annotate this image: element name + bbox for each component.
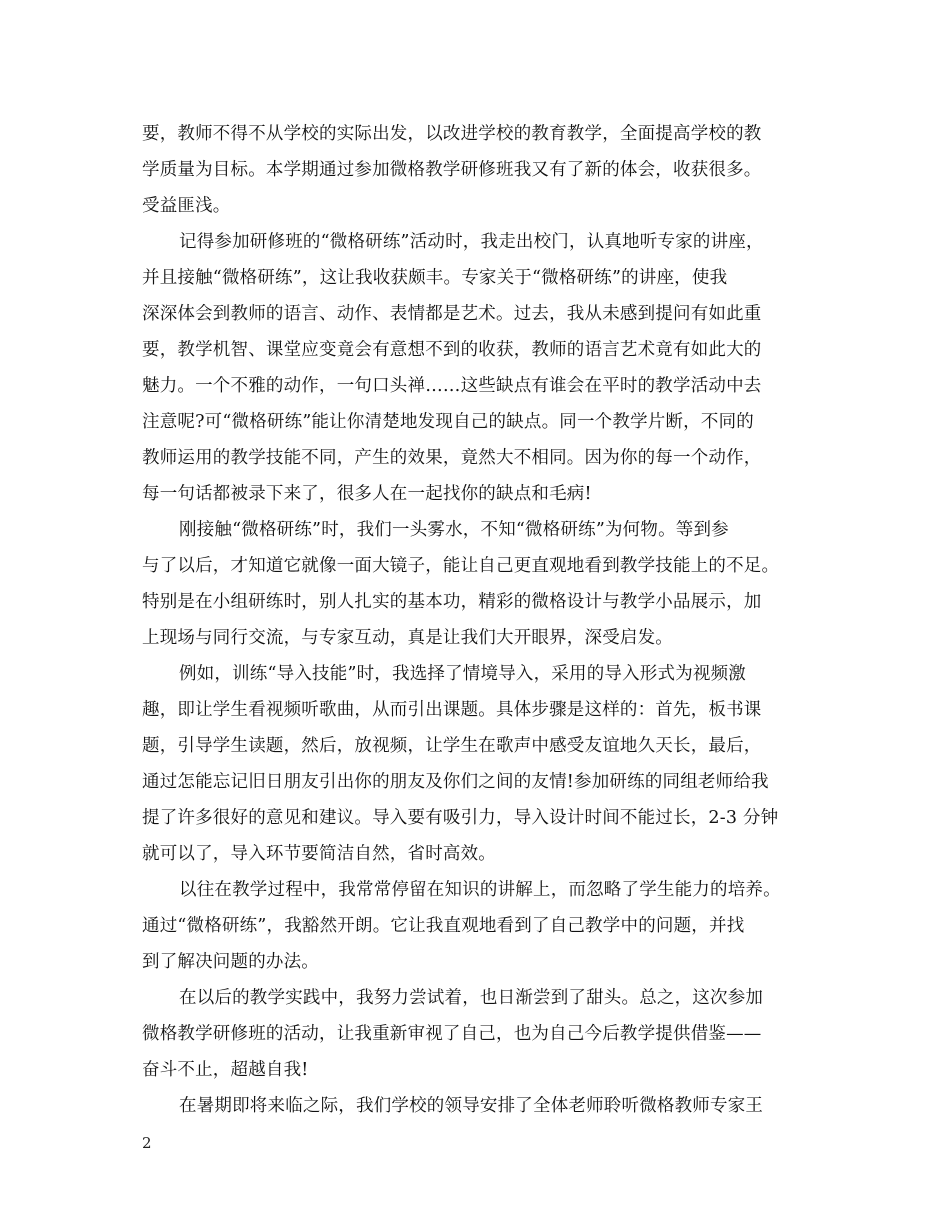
- text-line: 奋斗不止，超越自我!: [142, 1060, 309, 1080]
- text-line: 与了以后，才知道它就像一面大镜子，能让自己更直观地看到教学技能上的不足。: [142, 556, 780, 576]
- paragraph-first-line: 例如，训练“导入技能”时，我选择了情境导入，采用的导入形式为视频激: [179, 664, 746, 684]
- text-line: 特别是在小组研练时，别人扎实的基本功，精彩的微格设计与教学小品展示，加: [142, 592, 762, 612]
- paragraph-first-line: 以往在教学过程中，我常常停留在知识的讲解上，而忽略了学生能力的培养。: [179, 880, 781, 900]
- text-line: 微格教学研修班的活动，让我重新审视了自己，也为自己今后教学提供借鉴——: [142, 1024, 762, 1044]
- text-line: 就可以了，导入环节要简洁自然，省时高效。: [142, 844, 496, 864]
- paragraph-first-line: 刚接触“微格研练”时，我们一头雾水，不知“微格研练”为何物。等到参: [179, 520, 729, 540]
- paragraph-first-line: 记得参加研修班的“微格研练”活动时，我走出校门，认真地听专家的讲座，: [179, 232, 764, 252]
- text-line: 通过“微格研练”，我豁然开朗。它让我直观地看到了自己教学中的问题，并找: [142, 916, 745, 936]
- page-number: 2: [142, 1134, 152, 1152]
- text-line: 趣，即让学生看视频听歌曲，从而引出课题。具体步骤是这样的：首先，板书课: [142, 700, 762, 720]
- text-line: 教师运用的教学技能不同，产生的效果，竟然大不相同。因为你的每一个动作，: [142, 448, 762, 468]
- text-line: 每一句话都被录下来了，很多人在一起找你的缺点和毛病!: [142, 484, 592, 504]
- text-line: 要，教师不得不从学校的实际出发，以改进学校的教育教学，全面提高学校的教: [142, 124, 762, 144]
- text-line: 通过怎能忘记旧日朋友引出你的朋友及你们之间的友情!参加研练的同组老师给我: [142, 772, 769, 792]
- text-line: 上现场与同行交流，与专家互动，真是让我们大开眼界，深受启发。: [142, 628, 673, 648]
- text-line: 受益匪浅。: [142, 196, 231, 216]
- paragraph-first-line: 在以后的教学实践中，我努力尝试着，也日渐尝到了甜头。总之，这次参加: [179, 988, 764, 1008]
- text-line: 学质量为目标。本学期通过参加微格教学研修班我又有了新的体会，收获很多。: [142, 160, 762, 180]
- text-line: 深深体会到教师的语言、动作、表情都是艺术。过去，我从未感到提问有如此重: [142, 304, 762, 324]
- text-line: 注意呢?可“微格研练”能让你清楚地发现自己的缺点。同一个教学片断，不同的: [142, 412, 754, 432]
- text-line: 并且接触“微格研练”，这让我收获颇丰。专家关于“微格研练”的讲座，使我: [142, 268, 728, 288]
- document-body: [142, 116, 822, 1124]
- paragraph-first-line: 在暑期即将来临之际，我们学校的领导安排了全体老师聆听微格教师专家王: [179, 1096, 764, 1116]
- text-line: 要，教学机智、课堂应变竟会有意想不到的收获，教师的语言艺术竟有如此大的: [142, 340, 762, 360]
- text-line: 题，引导学生读题，然后，放视频，让学生在歌声中感受友谊地久天长，最后，: [142, 736, 762, 756]
- text-line: 提了许多很好的意见和建议。导入要有吸引力，导入设计时间不能过长，2-3 分钟: [142, 808, 779, 828]
- text-line: 魅力。一个不雅的动作，一句口头禅……这些缺点有谁会在平时的教学活动中去: [142, 376, 762, 396]
- text-line: 到了解决问题的办法。: [142, 952, 319, 972]
